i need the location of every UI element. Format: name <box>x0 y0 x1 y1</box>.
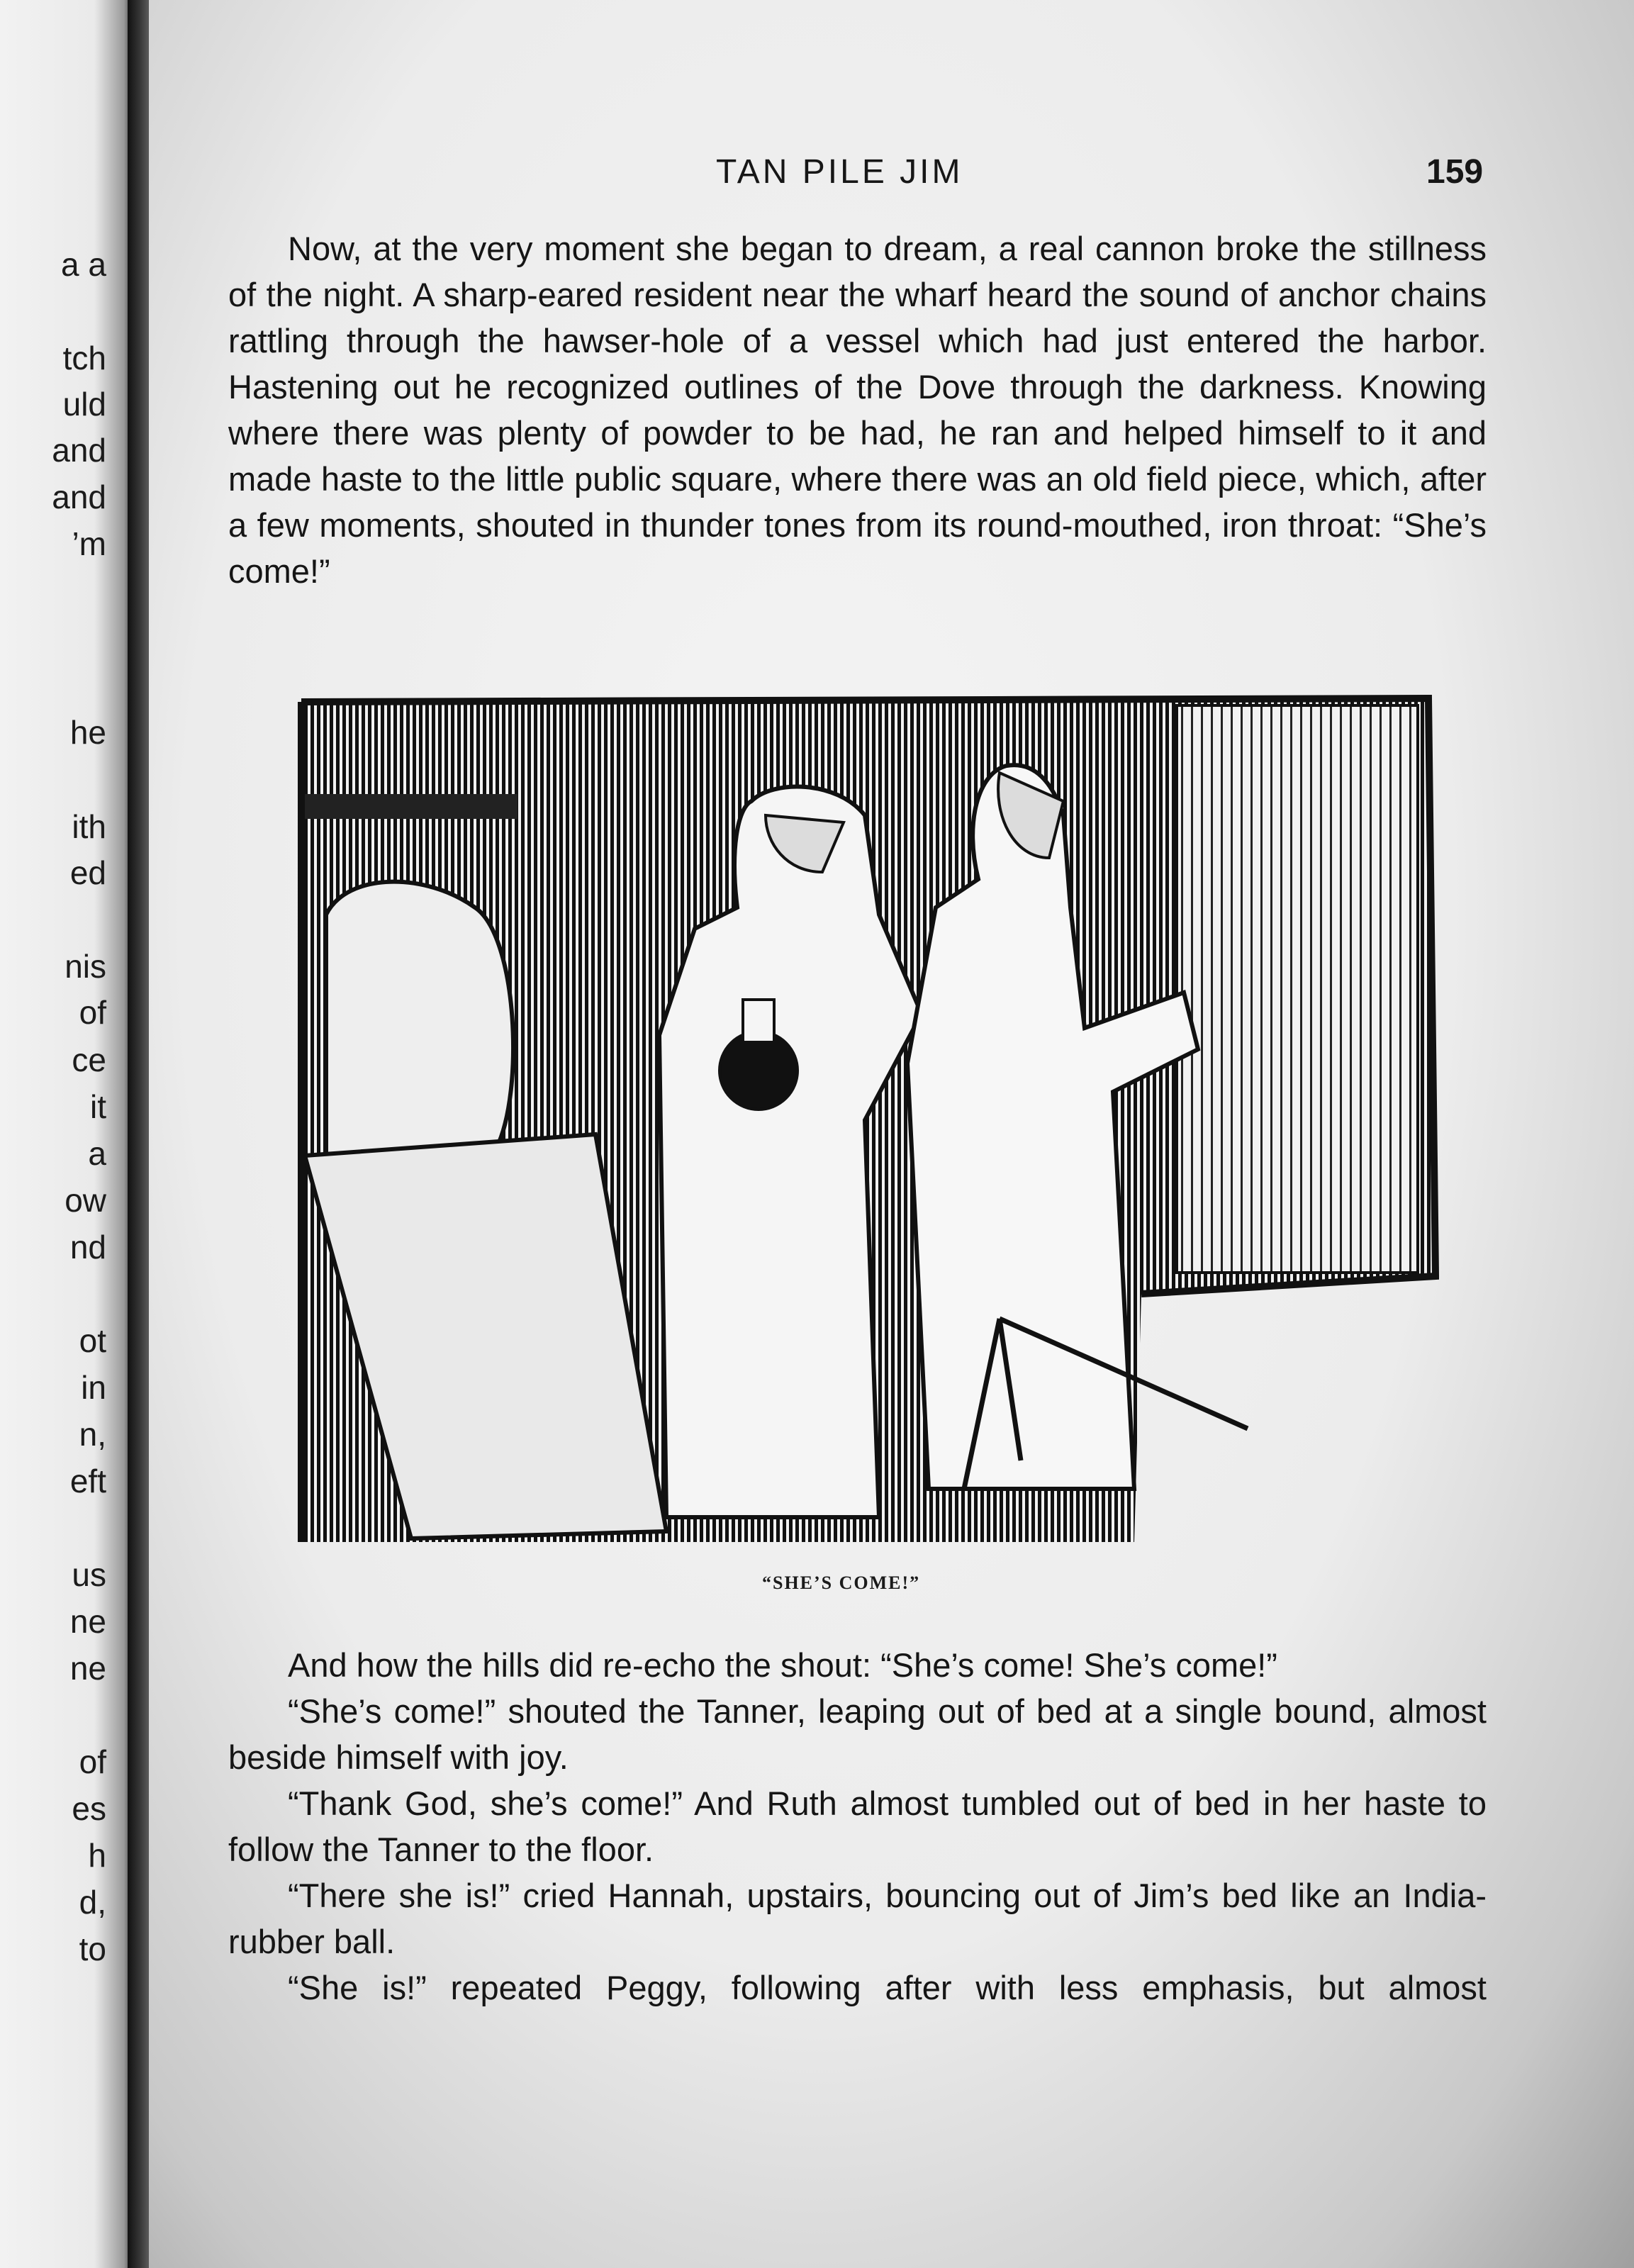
left-page-fragment: and <box>52 479 106 515</box>
left-facing-page <box>0 0 135 2268</box>
left-page-fragment: nd <box>69 1229 106 1266</box>
left-page-fragment: es <box>72 1790 106 1827</box>
running-head: TAN PILE JIM <box>716 153 963 191</box>
paragraph: “There she is!” cried Hannah, upstairs, bouncing out of Jim’s bed like an India-rubber ball. <box>228 1877 1487 1960</box>
left-page-fragment: uld <box>62 386 106 423</box>
left-page-fragment: it <box>90 1088 106 1125</box>
left-page-fragment: ith <box>72 808 106 845</box>
lamp-chimney <box>743 1000 774 1042</box>
body-text-top <box>228 225 1487 594</box>
left-page-fragment: he <box>69 714 106 751</box>
illustration-shes-come <box>298 695 1439 1546</box>
paragraph: “She’s come!” shouted the Tanner, leaping out of bed at a single bound, almost beside himself with joy. <box>228 1692 1487 1776</box>
illustration-caption: “SHE’S COME!” <box>762 1572 921 1593</box>
left-page-fragment: ot <box>79 1322 106 1359</box>
body-text-bottom <box>228 1642 1487 2011</box>
left-page-fragment: tch <box>62 340 106 376</box>
left-page-fragment: of <box>79 1743 106 1780</box>
bed-headboard <box>305 794 517 819</box>
left-page-fragment: ne <box>69 1603 106 1640</box>
left-page-fragment: ne <box>69 1650 106 1687</box>
left-page-fragment: ce <box>72 1041 106 1078</box>
left-page-fragment: ow <box>65 1182 106 1219</box>
left-page-fragment: ’m <box>72 525 106 562</box>
left-page-fragment: ed <box>69 854 106 891</box>
left-page-fragment: a <box>88 1135 106 1172</box>
paragraph: “Thank God, she’s come!” And Ruth almost tumbled out of bed in her haste to follow the Tanner to the floor. <box>228 1784 1487 1868</box>
door <box>1177 705 1418 1273</box>
left-page-fragment: in <box>81 1369 106 1406</box>
page-number: 159 <box>1426 153 1484 191</box>
left-page-fragment: a a <box>61 246 106 283</box>
paragraph: Now, at the very moment she began to dream, a real cannon broke the stillness of the night. A sharp-eared resident near the wharf heard the sound of anchor chains rattling through the hawser-hole of a vessel which had just entered the harbor. Hastening out he recognized outlines of the Dove through the darkness. Knowing where there was plenty of powder to be had, he ran and helped himself to it and made haste to the little public square, where there was an old field piece, which, after a few moments, shouted in thunder tones from its round-mouthed, iron throat: “She’s come!” <box>228 230 1487 590</box>
paragraph: “She is!” repeated Peggy, following after with less emphasis, but almost <box>288 1969 1487 2006</box>
left-page-fragment: eft <box>69 1463 106 1499</box>
left-page-fragment: us <box>72 1556 106 1593</box>
bed-pillow <box>326 882 513 1156</box>
paragraph: And how the hills did re-echo the shout: “She’s come! She’s come!” <box>288 1646 1277 1684</box>
left-page-fragment: h <box>88 1837 106 1874</box>
left-page-fragment: of <box>79 994 106 1031</box>
left-page-fragment: to <box>79 1931 106 1967</box>
left-page-fragment: nis <box>65 948 106 985</box>
left-page-fragment: n, <box>79 1416 106 1453</box>
left-page-fragment: d, <box>79 1884 106 1921</box>
left-page-fragment: and <box>52 432 106 469</box>
